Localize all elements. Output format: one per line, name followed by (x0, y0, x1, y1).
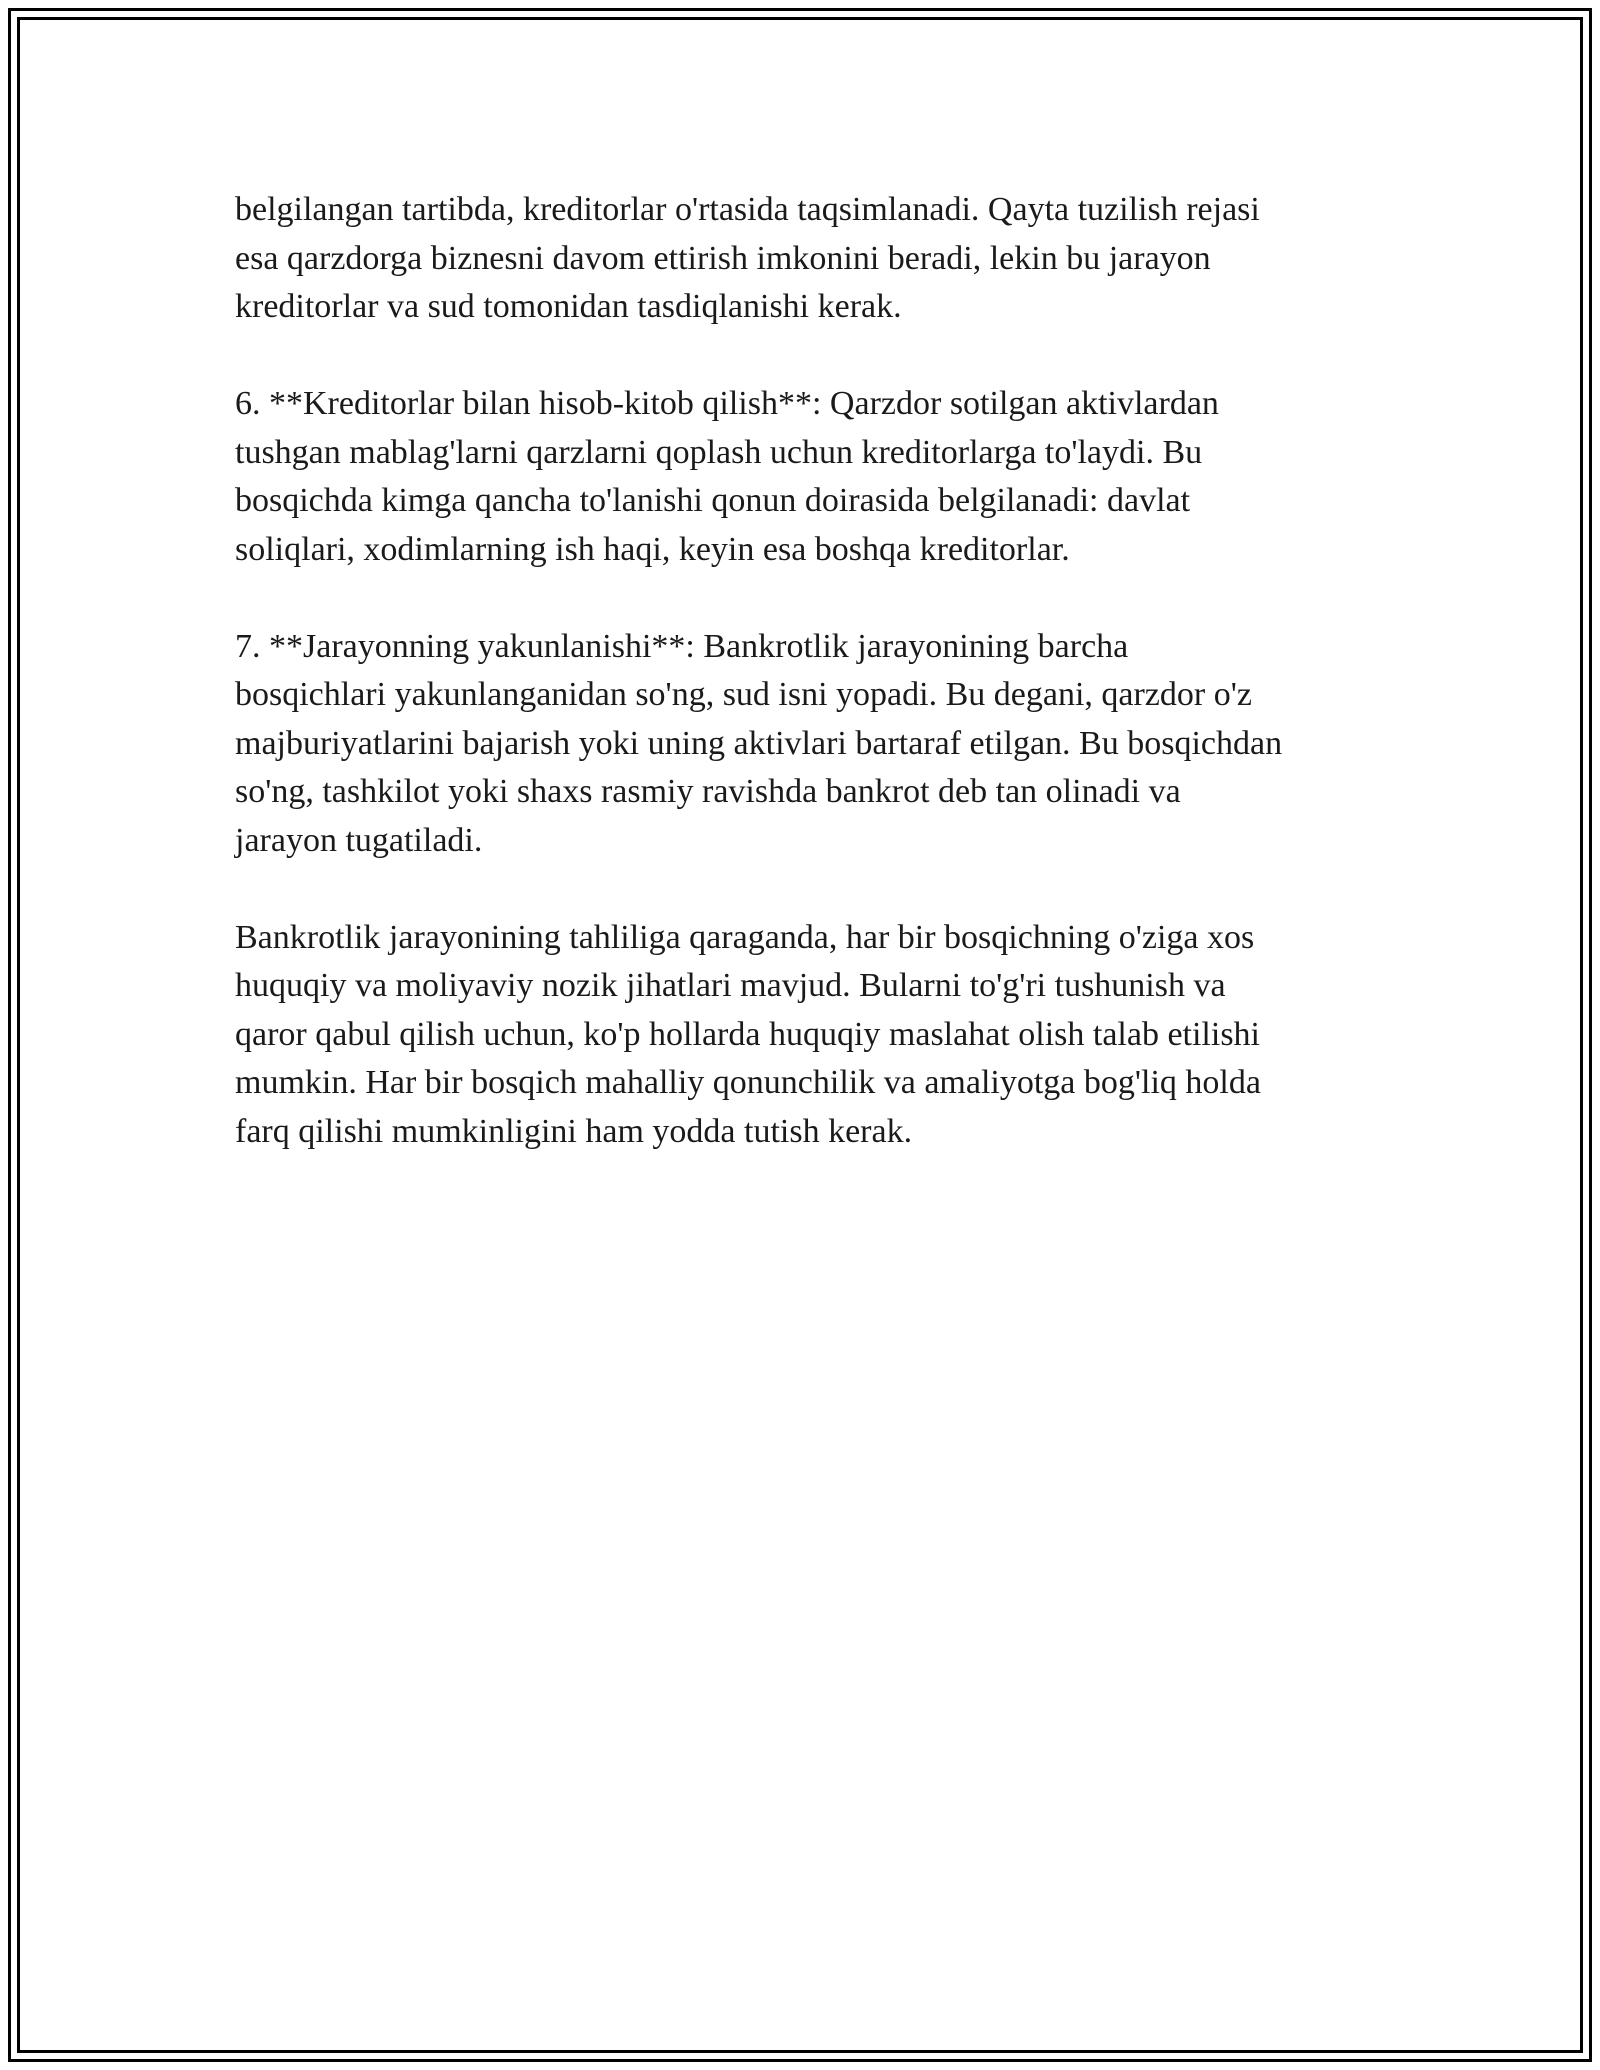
document-body (235, 186, 1375, 1205)
paragraph-step-7: 7. **Jarayonning yakunlanishi**: Bankrotlik jarayonining barcha bosqichlari yakunlanganidan so'ng, sud isni yopadi. Bu degani, qarzdor o'z majburiyatlarini bajarish yoki uning aktivlari bartaraf etilgan. Bu bosqichdan so'ng, tashkilot yoki shaxs rasmiy ravishda bankrot deb tan olinadi va jarayon tugatiladi. (235, 627, 1283, 859)
paragraph-conclusion: Bankrotlik jarayonining tahliliga qaraganda, har bir bosqichning o'ziga xos huquqiy va moliyaviy nozik jihatlari mavjud. Bularni to'g'ri tushunish va qaror qabul qilish uchun, ko'p hollarda huquqiy maslahat olish talab etilishi mumkin. Har bir bosqich mahalliy qonunchilik va amaliyotga bog'liq holda farq qilishi mumkinligini ham yodda tutish kerak. (235, 918, 1261, 1150)
paragraph-continuation: belgilangan tartibda, kreditorlar o'rtasida taqsimlanadi. Qayta tuzilish rejasi esa qarzdorga biznesni davom ettirish imkonini beradi, lekin bu jarayon kreditorlar va sud tomonidan tasdiqlanishi kerak. (235, 191, 1260, 325)
paragraph-step-6: 6. **Kreditorlar bilan hisob-kitob qilish**: Qarzdor sotilgan aktivlardan tushgan mablag'larni qarzlarni qoplash uchun kreditorlarga to'laydi. Bu bosqichda kimga qancha to'lanishi qonun doirasida belgilanadi: davlat soliqlari, xodimlarning ish haqi, keyin esa boshqa kreditorlar. (235, 385, 1219, 568)
